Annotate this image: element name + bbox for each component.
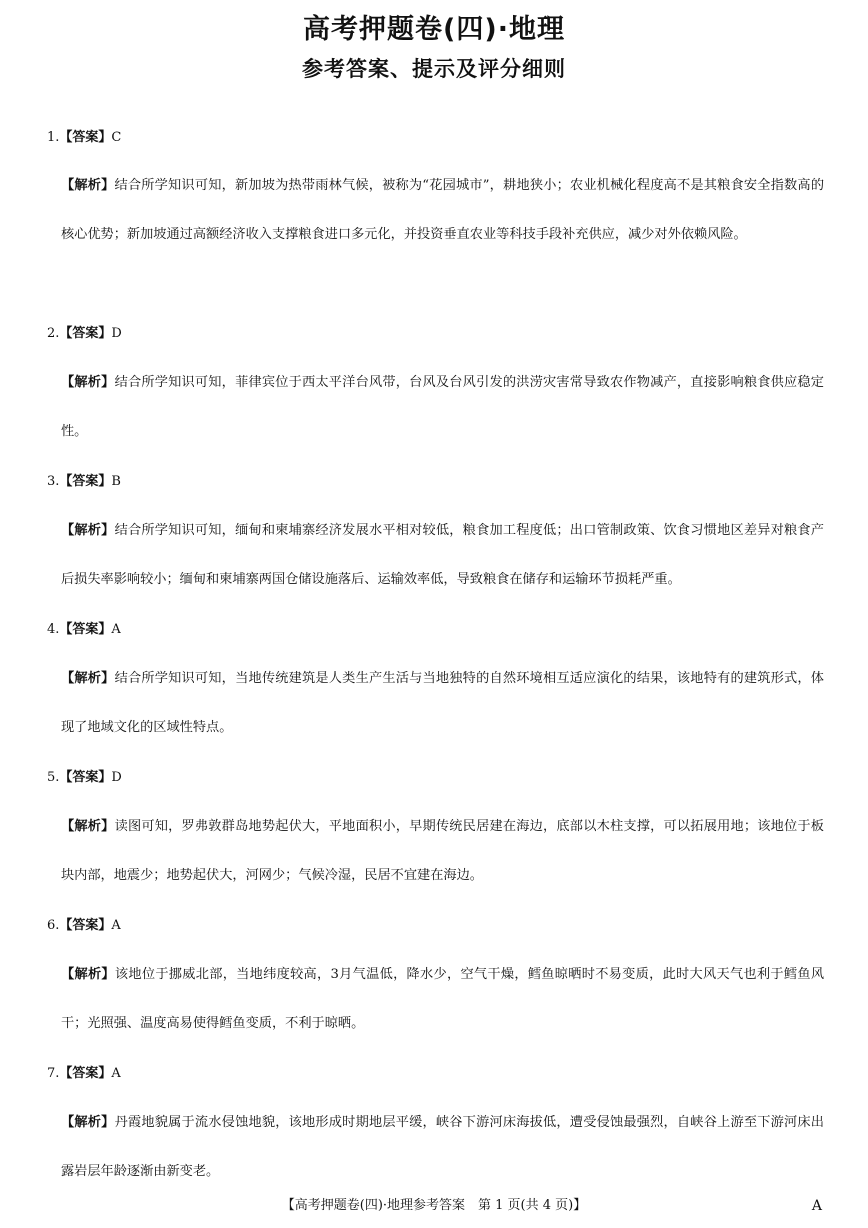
question-number: 1. [47,130,60,145]
answer-tag: 【答案】 [59,770,112,785]
analysis-tag: 【解析】 [61,1115,115,1130]
analysis-3 [61,506,824,604]
answer-line-3 [47,472,121,492]
answer-value: B [111,474,121,489]
analysis-text: 结合所学知识可知，当地传统建筑是人类生产生活与当地独特的自然环境相互适应演化的结果，该地特有的建筑形式，体现了地域文化的区域性特点。 [61,671,824,735]
question-number: 6. [47,918,60,933]
answer-tag: 【答案】 [59,474,112,489]
analysis-5 [61,802,824,900]
answer-line-1 [47,128,121,148]
answer-tag: 【答案】 [59,1066,112,1081]
analysis-7 [61,1098,824,1196]
analysis-text: 结合所学知识可知，缅甸和柬埔寨经济发展水平相对较低，粮食加工程度低；出口管制政策、饮食习惯地区差异对粮食产后损失率影响较小；缅甸和柬埔寨两国仓储设施落后、运输效率低，导致粮食在储存和运输环节损耗严重。 [61,523,824,587]
answer-tag: 【答案】 [59,326,112,341]
answer-line-5 [47,768,122,788]
answer-value: A [111,918,121,933]
analysis-text: 读图可知，罗弗敦群岛地势起伏大，平地面积小，早期传统民居建在海边，底部以木柱支撑，可以拓展用地；该地位于板块内部，地震少；地势起伏大，河网少；气候冷湿，民居不宜建在海边。 [61,819,824,883]
answer-line-6 [47,916,121,936]
answer-line-7 [47,1064,121,1084]
analysis-tag: 【解析】 [61,967,115,982]
page-footer: 【高考押题卷(四)·地理参考答案 第 1 页(共 4 页)】 [281,1198,587,1213]
question-number: 3. [47,474,60,489]
analysis-text: 结合所学知识可知，菲律宾位于西太平洋台风带，台风及台风引发的洪涝灾害常导致农作物减产，直接影响粮食供应稳定性。 [61,375,824,439]
analysis-text: 该地位于挪威北部，当地纬度较高，3月气温低，降水少，空气干燥，鳕鱼晾晒时不易变质，此时大风天气也利于鳕鱼风干；光照强、温度高易使得鳕鱼变质，不利于晾晒。 [61,967,825,1031]
question-number: 2. [47,326,60,341]
analysis-tag: 【解析】 [61,671,115,686]
analysis-tag: 【解析】 [61,178,115,193]
question-number: 4. [47,622,60,637]
document-title: 高考押题卷(四)·地理 [303,14,565,45]
answer-value: C [111,130,122,145]
answer-line-4 [47,620,121,640]
question-number: 7. [47,1066,60,1081]
analysis-6 [61,950,824,1048]
answer-value: D [111,326,122,341]
analysis-1 [61,161,824,259]
document-subtitle: 参考答案、提示及评分细则 [302,57,566,81]
analysis-tag: 【解析】 [61,375,115,390]
answer-value: A [111,622,121,637]
answer-tag: 【答案】 [59,622,112,637]
analysis-2 [61,358,824,456]
answer-tag: 【答案】 [59,918,112,933]
question-number: 5. [47,770,60,785]
answer-line-2 [47,324,122,344]
answer-tag: 【答案】 [59,130,112,145]
answer-value: D [111,770,122,785]
analysis-text: 丹霞地貌属于流水侵蚀地貌，该地形成时期地层平缓，峡谷下游河床海拔低，遭受侵蚀最强烈，自峡谷上游至下游河床出露岩层年龄逐渐由新变老。 [61,1115,824,1179]
analysis-tag: 【解析】 [61,523,115,538]
analysis-tag: 【解析】 [61,819,115,834]
answer-value: A [111,1066,121,1081]
version-letter: A [811,1198,822,1214]
analysis-text: 结合所学知识可知，新加坡为热带雨林气候，被称为“花园城市”，耕地狭小；农业机械化程度高不是其粮食安全指数高的核心优势；新加坡通过高额经济收入支撑粮食进口多元化，并投资垂直农业等科技手段补充供应，减少对外依赖风险。 [61,178,825,242]
analysis-4 [61,654,824,752]
